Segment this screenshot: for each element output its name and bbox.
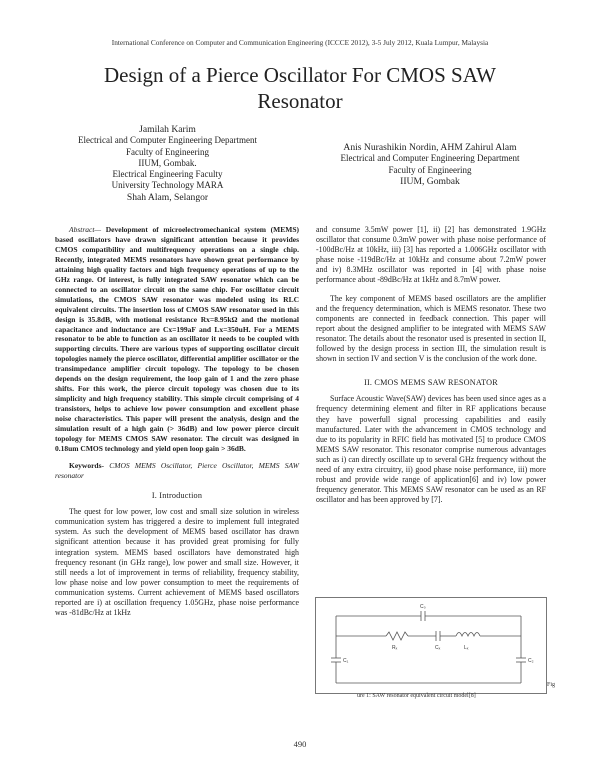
author-1-affiliation-line: Faculty of Engineering [126, 146, 209, 157]
label-rx: Rₓ [392, 645, 398, 651]
paper-title [40, 62, 560, 114]
page-number: 490 [293, 739, 307, 749]
label-c0: C₀ [420, 604, 426, 610]
section-title-introduction: I. Introduction [151, 491, 203, 501]
conference-header: International Conference on Computer and Communication Engineering (ICCCE 2012), 3-5 July 2012, Kuala Lumpur, Malaysia [111, 38, 489, 47]
body-paragraph-2: The key component of MEMS based oscillators are the amplifier and the frequency determination, which is MEMS resonator. These two components are connected in feedback connection. This paper will report about the designed amplifier to be integrated with MEMS SAW resonator. The details about the resonator used is presented in section II, followed by the design process in section III, the simulation result is shown in section IV and section V is the conclusion of the work done. [316, 293, 546, 364]
intro-paragraph: The quest for low power, low cost and small size solution in wireless communication system has triggered a desire to implement full integrated system. As such the development of MEMS based oscillator has drawn significant attention because it has provided great promising for fully integration system. MEMS based oscillators have demonstrated high frequency resonant (in GHz range), low power and small size. However, it still needs a lot of improvement in terms of reliability, frequency stability, low phase noise and low power consumption to meet the requirements of communication systems. Current achievement of MEMS based oscillators reported are i) at oscillation frequency 1.05GHz, phase noise performance was -81dBc/Hz at 1kHz [55, 507, 299, 618]
label-c1: C₁ [343, 658, 349, 664]
left-column [55, 225, 299, 618]
keywords-text: CMOS MEMS Oscillator, Pierce Oscillator, MEMS SAW resonator [55, 460, 299, 480]
keywords [55, 461, 299, 480]
author-block-2 [315, 142, 545, 187]
figure-caption: ure 1: SAW resonator equivalent circuit model[8] [357, 693, 476, 699]
abstract-lead: Abstract— [69, 225, 102, 234]
author-block-1 [55, 124, 280, 203]
body-paragraph-3: Surface Acoustic Wave(SAW) devices has been used since ages as a frequency determining element and filter in RF applications because they have powerfull signal processing capabilities and easily manufactured. Later with the advancement in CMOS technology and due to its popularity in RFIC field has motivated [5] to produce CMOS MEMS SAW resonator. This resonator comprise numerous advantages such as i) can directly oscillate up to several GHz frequency without the need of any extra circuitry, ii) good phase noise performance, iii) more robust and provide wide range of application[6] and iv) low power frequency generator. This MEMS SAW resonator can be used as an RF oscillator and has been approved by [7]. [316, 394, 546, 505]
author-2-affiliation-line: Faculty of Engineering [388, 164, 472, 175]
abstract [55, 225, 299, 454]
right-column [316, 225, 546, 505]
label-cx: Cₓ [435, 645, 441, 651]
author-1-affiliation-line: Electrical Engineering Faculty [112, 169, 223, 180]
label-c2: C₂ [528, 658, 534, 664]
circuit-diagram [316, 598, 546, 693]
author-1-affiliation-line: IIUM, Gombak. [138, 157, 197, 168]
title-line-1: Design of a Pierce Oscillator For CMOS SAW [103, 63, 497, 87]
author-1-affiliation-line: Shah Alam, Selangor [126, 191, 209, 203]
figure-saw-equivalent-circuit [315, 597, 547, 694]
figure-caption-fig: Fig [547, 682, 556, 688]
author-1-affiliation-line: University Technology MARA [111, 180, 224, 191]
lx-inductor [456, 633, 480, 637]
author-1-affiliation-line: Electrical and Computer Engineering Department [78, 135, 257, 146]
author-2-name: Anis Nurashikin Nordin, AHM Zahirul Alam [343, 142, 517, 153]
keywords-lead: Keywords- [69, 460, 104, 470]
title-line-2: Resonator [257, 89, 343, 113]
rx-resistor [386, 632, 408, 640]
author-1-name: Jamilah Karim [139, 124, 196, 135]
body-paragraph-1: and consume 3.5mW power [1], ii) [2] has demonstrated 1.9GHz oscillator that consume 0.3mW power with phase noise performance of -100dBc/Hz at 10kHz, iii) [3] has reported a 1.006GHz oscillator with phase noise -119dBc/Hz at 10kHz and consume about 7.2mW power and iv) 8.3MHz oscillator was reported in [4] with phase noise performance about -89dBc/Hz at 1kHz and 8.7mW power. [316, 225, 546, 285]
label-lx: Lₓ [464, 645, 469, 651]
author-2-affiliation-line: Electrical and Computer Engineering Department [340, 153, 520, 164]
section-title-saw-resonator: II. CMOS MEMS SAW RESONATOR [364, 378, 498, 388]
author-2-affiliation-line: IIUM, Gombak [400, 175, 460, 187]
abstract-text: Development of microelectromechanical system (MEMS) based oscillators have drawn significant attention because it provides CMOS compatibility and multifrequency operations on a single chip. Recently, integrated MEMS resonators have shown great performance by attaining high quality factors and high frequency operations of up to the GHz range. Of interest, is fully integrated SAW resonator which can be connected to an oscillator circuit on the same chip. For oscillator circuit simulations, the CMOS SAW resonator was modeled using its RLC equivalent circuits. The insertion loss of CMOS SAW resonator used in this design is 35.8dB, with motional resistance Rx=8.95kΩ and the motional capacitance and inductance are Cx=199aF and Lx=350uH. For a MEMS resonator to be able to function as an oscillator it needs to be coupled with supporting circuits. There are various types of supporting oscillator circuit topologies namely the pierce oscillator, differential amplifier oscillator or the transimpedance amplifier circuit topology. The topology to be chosen depends on the design requirement, the loop gain of 1 and the zero phase shifts. For this work, the pierce circuit topology was chosen due to its simplicity and high frequency stability. This simple circuit comprising of 4 transistors, helps to achieve low power consumption and excellent phase noise characteristics. This paper will present the analysis, design and the simulation result of a high gain (> 36dB) and low power pierce circuit topology for MEMS CMOS SAW resonator. The circuit was designed in 0.18um CMOS technology and yield open loop gain > 36dB. [55, 225, 299, 453]
